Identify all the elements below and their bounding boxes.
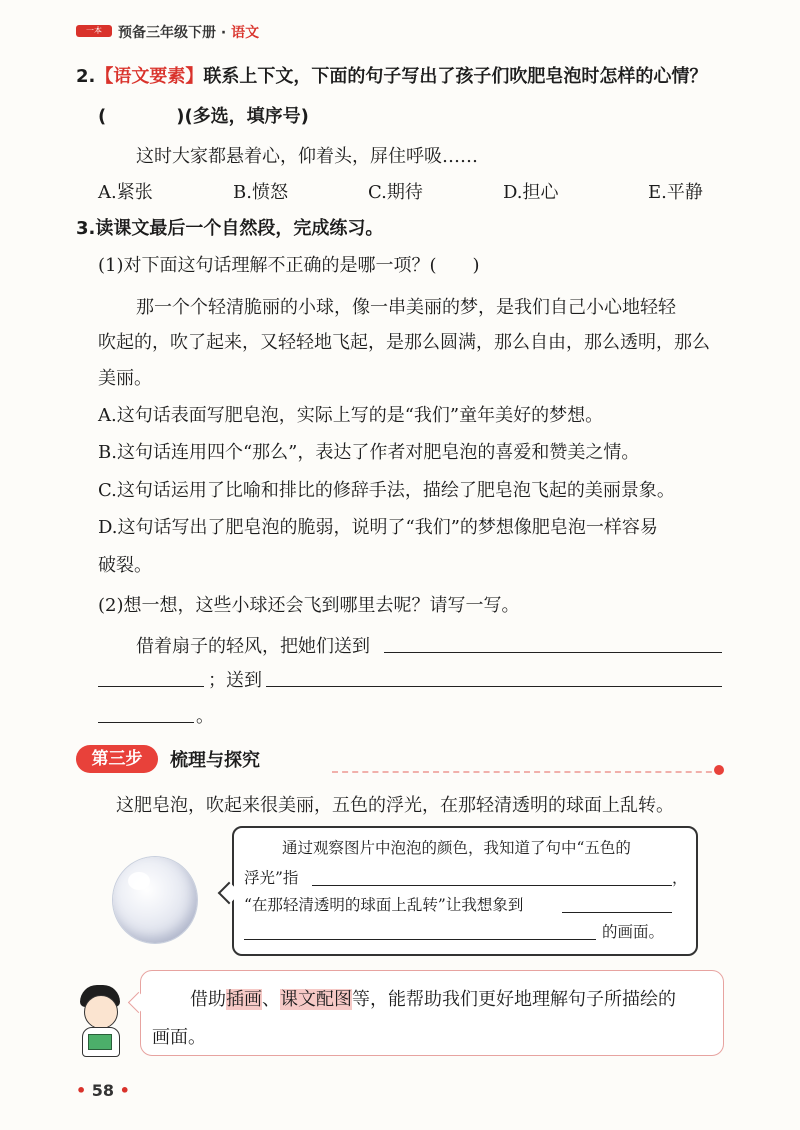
- passage-line-1: 那一个个轻清脆丽的小球，像一串美丽的梦，是我们自己小心地轻轻: [136, 297, 676, 318]
- speech-blank-1[interactable]: [312, 885, 672, 886]
- passage-line-2: 吹起的，吹了起来，又轻轻地飞起，是那么圆满，那么自由，那么透明，那么: [98, 332, 710, 353]
- tip-pre: 借助: [190, 989, 226, 1010]
- section-divider: [332, 771, 722, 773]
- speech-blank-2[interactable]: [562, 912, 672, 913]
- option-d: D.担心: [503, 182, 559, 203]
- book-title: [118, 22, 259, 42]
- option-b: B.愤怒: [233, 182, 288, 203]
- question-2-answer-line: [98, 102, 309, 128]
- answer-paren-open: (: [98, 106, 107, 127]
- question-2-tag: 【语文要素】: [95, 66, 204, 87]
- tip-box: [140, 970, 724, 1056]
- fill-line-1-text: 借着扇子的轻风，把她们送到: [136, 636, 370, 657]
- tip-highlight-1: 插画: [226, 989, 262, 1010]
- choice-a: A.这句话表面写肥皂泡，实际上写的是“我们”童年美好的梦想。: [98, 405, 604, 426]
- tip-line-2: 画面。: [152, 1027, 206, 1048]
- tip-highlight-2: 课文配图: [280, 989, 352, 1010]
- question-2-number: 2.: [76, 66, 96, 87]
- fill-line-2-text: ；送到: [208, 670, 262, 691]
- question-3-title: 3.读课文最后一个自然段，完成练习。: [76, 218, 384, 239]
- choice-b: B.这句话连用四个“那么”，表达了作者对肥皂泡的喜爱和赞美之情。: [98, 442, 640, 463]
- choice-d-continued: 破裂。: [98, 555, 152, 576]
- question-2: [76, 62, 707, 88]
- boy-book-icon: [88, 1034, 112, 1050]
- page-dot-left: •: [76, 1081, 92, 1100]
- book-title-main: 预备三年级下册 ·: [118, 25, 232, 41]
- fill-blank-4[interactable]: [98, 722, 194, 723]
- passage-line-3: 美丽。: [98, 368, 152, 389]
- fill-blank-2[interactable]: [98, 686, 204, 687]
- bubble-highlight: [128, 872, 150, 890]
- tip-post: 等，能帮助我们更好地理解句子所描绘的: [352, 989, 676, 1010]
- option-a: A.紧张: [98, 182, 153, 203]
- option-e: E.平静: [648, 182, 703, 203]
- fill-blank-3[interactable]: [266, 686, 722, 687]
- speech-line-3: “在那轻清透明的球面上乱转”让我想象到: [244, 896, 524, 914]
- page-number-text: 58: [91, 1081, 115, 1100]
- step-title: 梳理与探究: [170, 750, 260, 771]
- question-3-1-prompt: (1)对下面这句话理解不正确的是哪一项？( ): [98, 255, 480, 276]
- choice-c: C.这句话运用了比喻和排比的修辞手法，描绘了肥皂泡飞起的美丽景象。: [98, 480, 675, 501]
- publisher-logo: 一本: [76, 25, 112, 37]
- speech-line-1: 通过观察图片中泡泡的颜色，我知道了句中“五色的: [282, 839, 631, 857]
- choice-d: D.这句话写出了肥皂泡的脆弱，说明了“我们”的梦想像肥皂泡一样容易: [98, 517, 658, 538]
- answer-paren-close: )(多选，填序号): [176, 106, 309, 127]
- question-2-prompt: 联系上下文，下面的句子写出了孩子们吹肥皂泡时怎样的心情？: [203, 66, 708, 87]
- tip-mid: 、: [262, 989, 280, 1010]
- fill-line-3-end: 。: [196, 706, 214, 727]
- speech-line-2: 浮光”指: [244, 869, 299, 887]
- page-number: [76, 1081, 130, 1100]
- question-2-sentence: 这时大家都悬着心，仰着头，屏住呼吸……: [136, 146, 478, 167]
- soap-bubble-illustration: [113, 857, 197, 943]
- boy-face: [84, 995, 118, 1029]
- step-sentence: 这肥皂泡，吹起来很美丽，五色的浮光，在那轻清透明的球面上乱转。: [116, 795, 674, 816]
- step-badge: 第三步: [76, 745, 158, 773]
- speech-blank-3[interactable]: [244, 939, 596, 940]
- book-title-subject: 语文: [231, 25, 260, 41]
- page-dot-right: •: [114, 1081, 130, 1100]
- question-3-2-prompt: (2)想一想，这些小球还会飞到哪里去呢？请写一写。: [98, 595, 520, 616]
- divider-dot: [714, 765, 724, 775]
- speech-line-4-end: 的画面。: [602, 923, 665, 941]
- fill-blank-1[interactable]: [384, 652, 722, 653]
- speech-line-2-end: ，: [672, 869, 688, 887]
- tip-line-1: [190, 985, 676, 1011]
- option-c: C.期待: [368, 182, 423, 203]
